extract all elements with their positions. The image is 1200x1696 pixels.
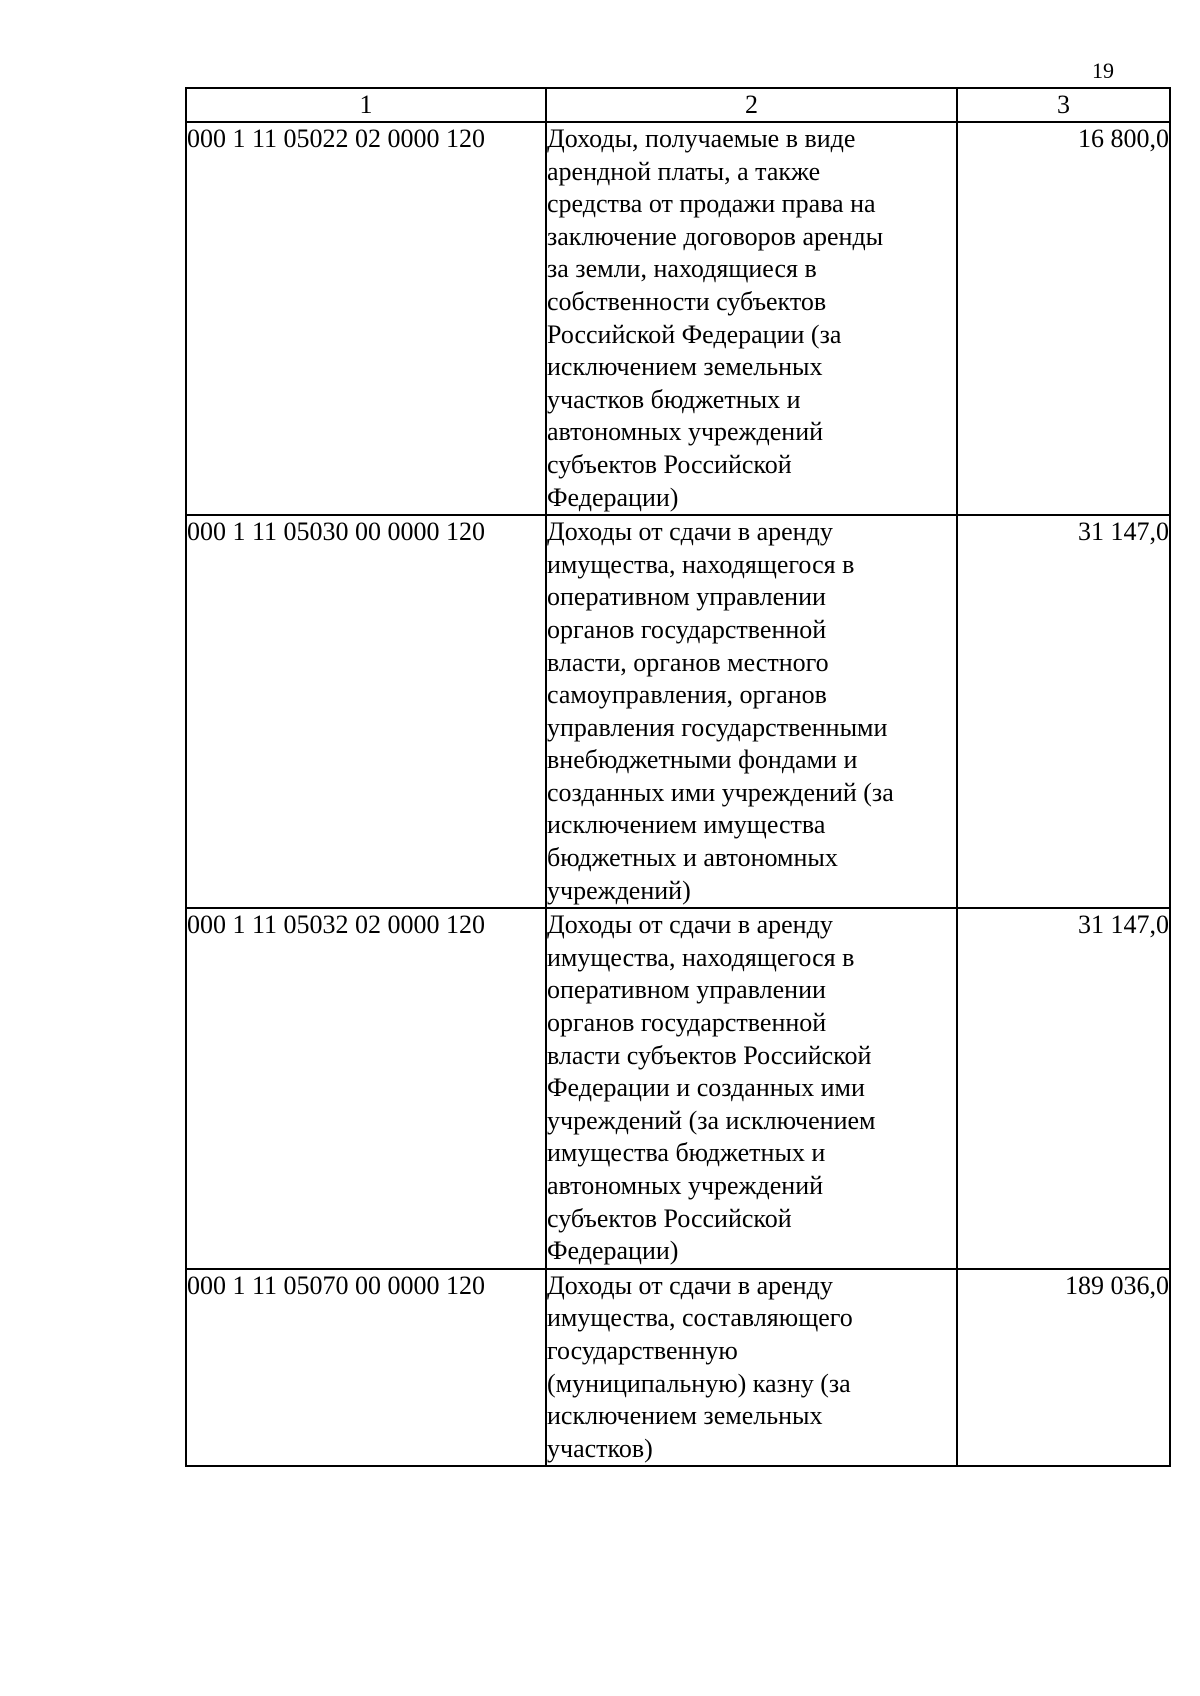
description-line: заключение договоров аренды [547,221,884,251]
description-line: Федерации) [547,1236,679,1266]
description-line: оперативном управлении [547,975,826,1005]
description-line: оперативном управлении [547,582,826,612]
revenue-description-cell [546,1269,957,1467]
table-row [186,515,1170,908]
amount-cell: 31 147,0 [957,515,1170,908]
table-row [186,908,1170,1269]
description-line: исключением земельных [547,352,823,382]
description-line: имущества, находящегося в [547,549,855,579]
revenue-code-cell: 000 1 11 05032 02 0000 120 [186,908,546,1269]
description-line: субъектов Российской [547,449,792,479]
description-line: управления государственными [547,712,888,742]
table-body [186,122,1170,1466]
description-line: органов государственной [547,1008,827,1038]
description-line: Доходы от сдачи в аренду [547,1270,833,1300]
description-line: средства от продажи права на [547,189,876,219]
description-line: арендной платы, а также [547,156,821,186]
revenue-description-cell [546,908,957,1269]
description-line: Доходы, получаемые в виде [547,124,856,153]
description-line: Российской Федерации (за [547,319,842,349]
description-line: исключением имущества [547,810,826,840]
table-row [186,1269,1170,1467]
description-line: государственную [547,1335,738,1365]
description-line: имущества, находящегося в [547,942,855,972]
description-line: (муниципальную) казну (за [547,1368,851,1398]
description-line: органов государственной [547,614,827,644]
amount-cell: 16 800,0 [957,122,1170,515]
column-header-2: 2 [546,88,957,122]
description-line: исключением земельных [547,1401,823,1431]
column-header-1: 1 [186,88,546,122]
description-line: автономных учреждений [547,1171,824,1200]
table-row [186,122,1170,515]
description-line: власти, органов местного [547,647,829,677]
description-line: автономных учреждений [547,417,824,447]
amount-cell: 31 147,0 [957,908,1170,1269]
description-line: имущества бюджетных и [547,1138,826,1168]
revenue-table [185,87,1171,1467]
description-line: участков бюджетных и [547,384,801,414]
description-line: Федерации) [547,482,679,512]
description-line: учреждений (за исключением [547,1105,876,1135]
description-line: собственности субъектов [547,286,827,316]
revenue-code-cell: 000 1 11 05070 00 0000 120 [186,1269,546,1467]
description-line: самоуправления, органов [547,680,827,710]
page-number: 19 [1092,58,1114,83]
revenue-description-cell [546,122,957,515]
revenue-code-cell: 000 1 11 05030 00 0000 120 [186,515,546,908]
revenue-code-cell: 000 1 11 05022 02 0000 120 [186,122,546,515]
description-line: созданных ими учреждений (за [547,777,894,807]
amount-cell: 189 036,0 [957,1269,1170,1467]
description-line: внебюджетными фондами и [547,745,858,775]
description-line: Доходы от сдачи в аренду [547,910,833,940]
column-header-3: 3 [957,88,1170,122]
description-line: власти субъектов Российской [547,1040,872,1070]
description-line: учреждений) [547,875,691,905]
description-line: Доходы от сдачи в аренду [547,517,833,547]
header-row [186,88,1170,122]
description-line: субъектов Российской [547,1203,792,1233]
description-line: имущества, составляющего [547,1303,853,1333]
description-line: бюджетных и автономных [547,843,838,873]
description-line: участков) [547,1433,653,1463]
description-line: Федерации и созданных ими [547,1073,865,1103]
table-header [186,88,1170,122]
description-line: за земли, находящиеся в [547,254,817,284]
revenue-description-cell [546,515,957,908]
